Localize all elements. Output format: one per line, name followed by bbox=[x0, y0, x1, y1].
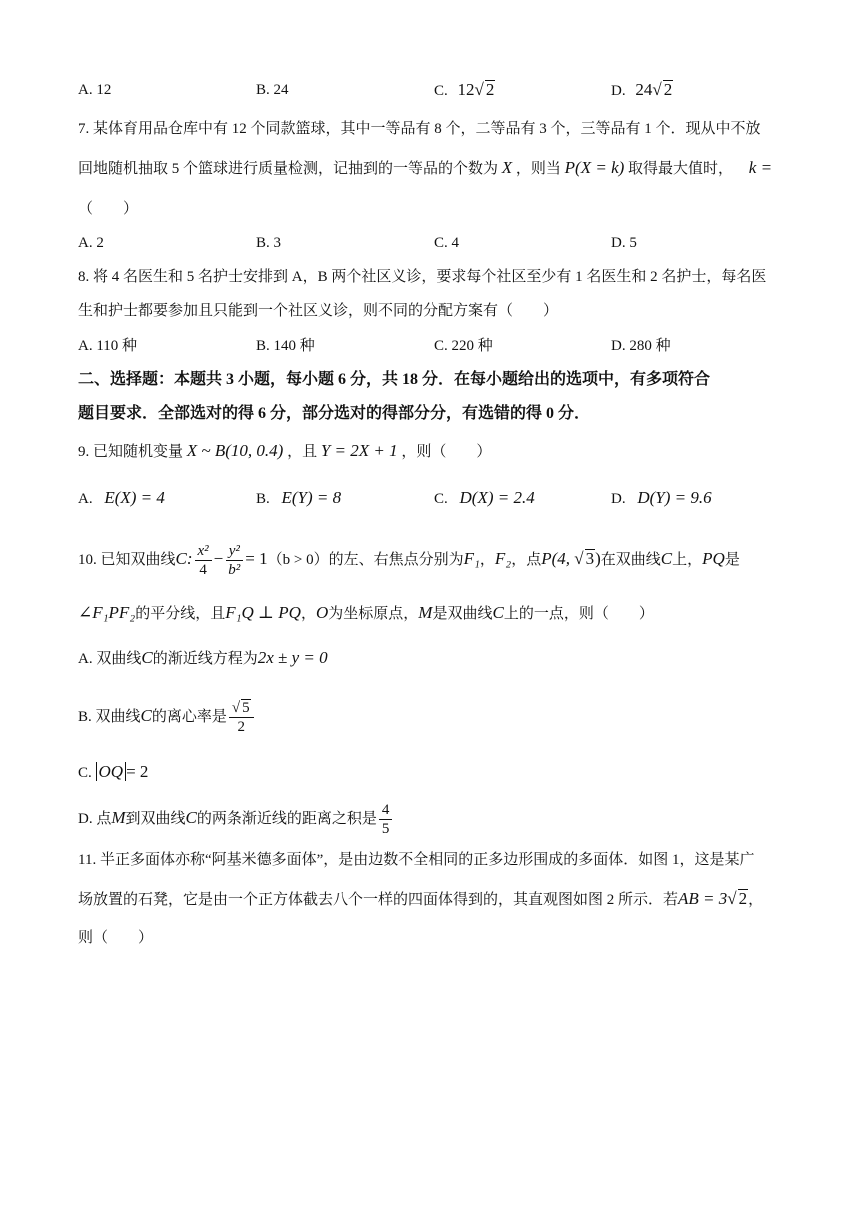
q9-suffix: ，则（ ） bbox=[401, 444, 492, 460]
q9-option-b bbox=[256, 488, 341, 509]
q10-option-a-math: 2x ± y = 0 bbox=[257, 648, 328, 667]
q10-point-m: M bbox=[418, 603, 433, 622]
q6-option-d: D. 24√ 2 bbox=[611, 80, 673, 99]
q11-radicand: 2 bbox=[738, 889, 748, 908]
q9-option-a-label: A. bbox=[78, 491, 93, 507]
q9-stem bbox=[78, 441, 491, 462]
q10-option-b-radicand: 5 bbox=[242, 700, 250, 717]
q10-curve-name: C: bbox=[175, 549, 193, 568]
q10-option-a bbox=[78, 648, 328, 669]
q10-line2b: ， bbox=[300, 606, 316, 622]
q10-origin: O bbox=[315, 603, 329, 622]
q8-option-c: C. 220 种 bbox=[434, 338, 493, 354]
q9-distribution: X ~ B(10, 0.4) bbox=[186, 441, 284, 460]
q11-line2-text: 场放置的石凳，它是由一个正方体截去八个一样的四面体得到的，其直观图如图 2 所示．若 bbox=[78, 892, 679, 908]
q11-line2-end: ， bbox=[748, 892, 764, 908]
q10-option-c-eq: = 2 bbox=[126, 762, 149, 781]
q7-line2 bbox=[78, 158, 772, 179]
q10-option-d bbox=[78, 798, 394, 839]
q7-option-c: C. 4 bbox=[434, 235, 460, 251]
q8-option-d: D. 280 种 bbox=[611, 338, 671, 354]
q10-option-b-frac bbox=[229, 699, 254, 736]
q10-frac-y bbox=[225, 542, 243, 579]
q10-curve-c: C bbox=[660, 549, 673, 568]
q6-option-c-label: C. bbox=[434, 83, 448, 99]
q6-option-c: C. 12√ 2 bbox=[434, 80, 495, 99]
q9-option-d-math: D(Y) = 9.6 bbox=[637, 488, 712, 507]
section2-heading-line1: 二、选择题：本题共 3 小题，每小题 6 分，共 18 分．在每小题给出的选项中，有多项符合 bbox=[78, 371, 711, 388]
q11-line3: 则（ ） bbox=[78, 930, 154, 946]
q8-option-b: B. 140 种 bbox=[256, 338, 315, 354]
q7-line1: 7. 某体育用品仓库中有 12 个同款篮球，其中一等品有 8 个，二等品有 3 个，三等品有 1 个．现从中不放 bbox=[78, 121, 761, 137]
q10-option-d-c: C bbox=[185, 808, 197, 827]
q10-option-d-den: 5 bbox=[381, 821, 390, 838]
q7-option-b: B. 3 bbox=[256, 235, 282, 251]
q10-line2c: 为坐标原点， bbox=[328, 606, 419, 622]
q10-option-b-mid: 的离心率是 bbox=[151, 709, 227, 725]
q11-line2: 场放置的石凳，它是由一个正方体截去八个一样的四面体得到的，其直观图如图 2 所示．若AB = 3√ 2， bbox=[78, 889, 764, 908]
q7-var-k: k = bbox=[748, 158, 773, 177]
q10-line2 bbox=[78, 603, 654, 624]
q10-option-d-pre: D. 点 bbox=[78, 811, 112, 827]
q10-prefix: 10. 已知双曲线 bbox=[78, 552, 176, 568]
q10-point-text: ，点 bbox=[511, 552, 542, 568]
q6-option-d-label: D. bbox=[611, 83, 626, 99]
q7-option-a: A. 2 bbox=[78, 235, 104, 251]
q10-option-d-m: M bbox=[111, 808, 126, 827]
q10-perp: F₁Q ⊥ PQ bbox=[225, 603, 301, 622]
q10-option-a-mid: 的渐近线方程为 bbox=[152, 651, 258, 667]
q10-option-c-pre: C. bbox=[78, 765, 92, 781]
q8-line1: 8. 将 4 名医生和 5 名护士安排到 A，B 两个社区义诊，要求每个社区至少有 1 名医生和 2 名护士，每名医 bbox=[78, 269, 767, 285]
q10-minus: − bbox=[213, 549, 224, 568]
q6-option-c-coef: 12 bbox=[457, 80, 475, 99]
q10-point: P(4, bbox=[541, 549, 575, 568]
q10-option-b-c: C bbox=[140, 706, 152, 725]
q10-point-close: ) bbox=[595, 549, 601, 568]
q11-ab: AB = 3 bbox=[678, 889, 728, 908]
q9-option-c-math: D(X) = 2.4 bbox=[459, 488, 535, 507]
q10-option-d-mid: 到双曲线 bbox=[125, 811, 186, 827]
q10-frac-y-den: b² bbox=[228, 562, 241, 579]
q10-condition: （b > 0）的左、右焦点分别为 bbox=[267, 552, 464, 568]
q10-line1: 10. 已知双曲线C: $\frac{\text{x²}}{4}$ − $\frac{\text{y²}}{\text{b²}}$ = 1（b > 0）的左、右焦点分别为F₁，F₂，点P(4, √ 3)在双曲线C上，PQ是 bbox=[78, 543, 740, 579]
q9-option-b-label: B. bbox=[256, 491, 270, 507]
q10-frac-x bbox=[195, 542, 212, 579]
q7-line3: （ ） bbox=[78, 201, 139, 217]
q7-line2-text2: ，则当 bbox=[515, 161, 561, 177]
q10-point-radicand: 3 bbox=[585, 549, 595, 568]
q6-option-c-radicand: 2 bbox=[485, 80, 495, 99]
q10-f1: F₁ bbox=[463, 549, 480, 568]
q9-transform: Y = 2X + 1 bbox=[320, 441, 398, 460]
q10-option-d-frac bbox=[379, 801, 393, 838]
q10-frac-y-num: y² bbox=[226, 542, 243, 561]
q9-option-b-math: E(Y) = 8 bbox=[281, 488, 342, 507]
q10-eq: = 1 bbox=[245, 549, 268, 568]
q7-option-d: D. 5 bbox=[611, 235, 637, 251]
q9-option-c-label: C. bbox=[434, 491, 448, 507]
q7-line2-text3: 取得最大值时， bbox=[628, 161, 734, 177]
q7-line2-text: 回地随机抽取 5 个篮球进行质量检测，记抽到的一等品的个数为 bbox=[78, 161, 499, 177]
q10-option-b-pre: B. 双曲线 bbox=[78, 709, 141, 725]
q9-mid: ，且 bbox=[287, 444, 318, 460]
q10-f2: F₂ bbox=[494, 549, 512, 568]
q10-option-c-abs: OQ bbox=[96, 762, 127, 781]
q10-on-curve: 在双曲线 bbox=[600, 552, 661, 568]
q10-line2d: 是双曲线 bbox=[432, 606, 493, 622]
q10-option-a-pre: A. 双曲线 bbox=[78, 651, 142, 667]
q10-option-d-num: 4 bbox=[379, 801, 393, 820]
q10-option-c bbox=[78, 762, 148, 783]
section2-heading-line2: 题目要求．全部选对的得 6 分，部分选对的得部分分，有选错的得 0 分． bbox=[78, 405, 591, 422]
q10-on-curve2: 上， bbox=[672, 552, 703, 568]
q10-is: 是 bbox=[724, 552, 740, 568]
q10-line2a: 的平分线，且 bbox=[135, 606, 226, 622]
q10-option-d-suf: 的两条渐近线的距离之积是 bbox=[196, 811, 377, 827]
q9-option-a-math: E(X) = 4 bbox=[104, 488, 165, 507]
q7-prob-expr: P(X = k) bbox=[564, 158, 625, 177]
q9-option-d-label: D. bbox=[611, 491, 626, 507]
q6-option-b: B. 24 bbox=[256, 82, 289, 98]
q8-option-a: A. 110 种 bbox=[78, 338, 138, 354]
q6-option-a: A. 12 bbox=[78, 82, 112, 98]
q10-option-b-den: 2 bbox=[237, 719, 245, 736]
q10-frac-x-num: x² bbox=[195, 542, 212, 561]
q10-option-b-num: √ 5 bbox=[229, 699, 254, 718]
q10-frac-x-den: 4 bbox=[199, 562, 207, 579]
q9-option-d bbox=[611, 488, 712, 509]
q6-option-d-radicand: 2 bbox=[663, 80, 673, 99]
q11-line1: 11. 半正多面体亦称“阿基米德多面体”，是由边数不全相同的正多边形围成的多面体．如图 1，这是某广 bbox=[78, 852, 755, 868]
q10-comma: ， bbox=[479, 552, 495, 568]
q8-line2: 生和护士都要参加且只能到一个社区义诊，则不同的分配方案有（ ） bbox=[78, 303, 559, 319]
q9-option-c bbox=[434, 488, 535, 509]
q9-prefix: 9. 已知随机变量 bbox=[78, 444, 184, 460]
q10-angle: ∠F₁PF₂ bbox=[78, 603, 136, 622]
q6-option-d-coef: 24 bbox=[635, 80, 653, 99]
q10-option-b bbox=[78, 694, 256, 739]
q10-line2e: 上的一点，则（ ） bbox=[503, 606, 654, 622]
q10-curve-c2: C bbox=[492, 603, 504, 622]
q10-option-a-c: C bbox=[141, 648, 153, 667]
q10-pq: PQ bbox=[702, 549, 725, 568]
q7-var-x: X bbox=[501, 158, 513, 177]
q9-option-a bbox=[78, 488, 165, 509]
